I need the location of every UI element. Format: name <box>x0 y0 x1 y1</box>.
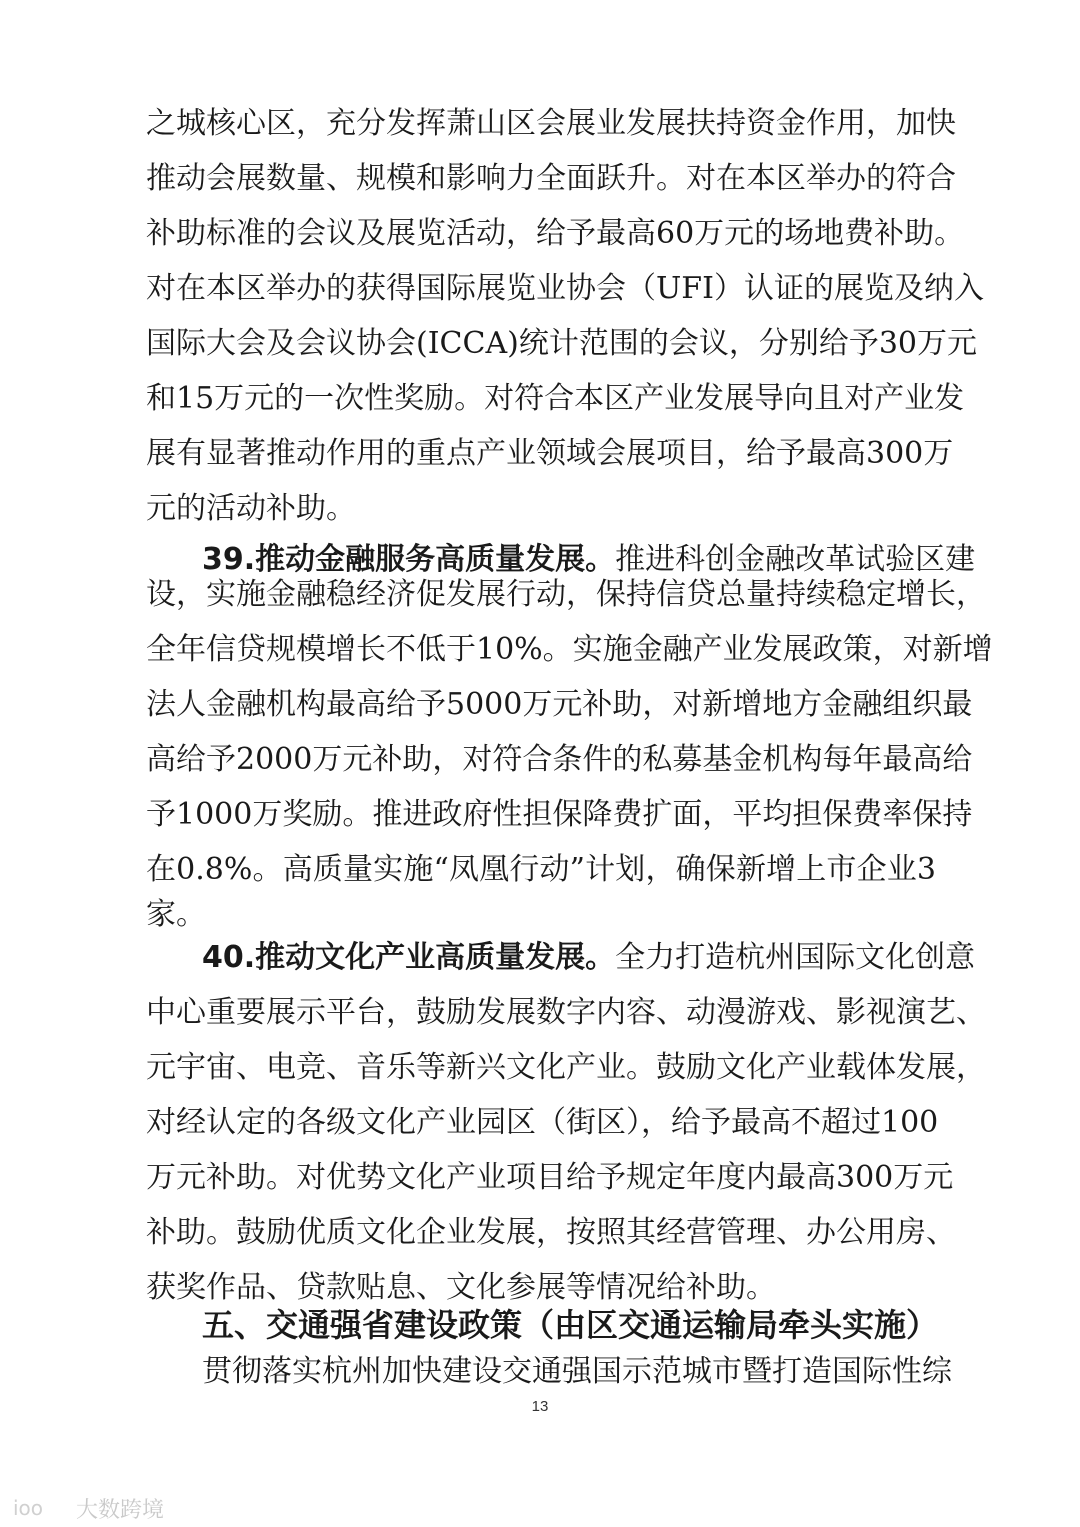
text-line: 推动会展数量、规模和影响力全面跃升。对在本区举办的符合 <box>146 161 956 196</box>
text-line: 补助标准的会议及展览活动，给予最高60万元的场地费补助。 <box>146 216 965 251</box>
item-39-text: 推进科创金融改革试验区建 <box>615 542 976 577</box>
text-line: 对在本区举办的获得国际展览业协会（UFI）认证的展览及纳入 <box>146 271 984 306</box>
text-line: 元的活动补助。 <box>146 491 356 526</box>
section-5-heading: 五、交通强省建设政策（由区交通运输局牵头实施） <box>202 1306 939 1344</box>
text-line: 全年信贷规模增长不低于10%。实施金融产业发展政策，对新增 <box>146 632 993 667</box>
watermark-logo-icon <box>12 1494 70 1522</box>
page-number: 13 <box>531 1398 549 1415</box>
text-line: 予1000万奖励。推进政府性担保降费扩面，平均担保费率保持 <box>146 797 973 832</box>
text-line: 中心重要展示平台，鼓励发展数字内容、动漫游戏、影视演艺、 <box>146 995 986 1030</box>
text-line: 对经认定的各级文化产业园区（街区），给予最高不超过100 <box>146 1105 939 1140</box>
item-40-text: 全力打造杭州国际文化创意 <box>615 940 976 975</box>
text-line: 和15万元的一次性奖励。对符合本区产业发展导向且对产业发 <box>146 381 965 416</box>
text-line: 高给予2000万元补助，对符合条件的私募基金机构每年最高给 <box>146 742 973 777</box>
text-line: 展有显著推动作用的重点产业领域会展项目，给予最高300万 <box>146 436 954 471</box>
text-line: 家。 <box>146 897 206 932</box>
text-line: 国际大会及会议协会(ICCA)统计范围的会议，分别给予30万元 <box>146 326 978 361</box>
text-line: 设，实施金融稳经济促发展行动，保持信贷总量持续稳定增长， <box>146 577 986 612</box>
text-line: 法人金融机构最高给予5000万元补助，对新增地方金融组织最 <box>146 687 973 722</box>
item-40-title: 40.推动文化产业高质量发展。 <box>202 940 616 975</box>
item-39-first-line <box>202 540 976 580</box>
section-5-first-line: 贯彻落实杭州加快建设交通强国示范城市暨打造国际性综 <box>202 1354 952 1389</box>
text-line: 万元补助。对优势文化产业项目给予规定年度内最高300万元 <box>146 1160 954 1195</box>
text-line: 在0.8%。高质量实施“凤凰行动”计划，确保新增上市企业3 <box>146 852 936 887</box>
text-line: 之城核心区，充分发挥萧山区会展业发展扶持资金作用，加快 <box>146 106 956 141</box>
watermark-text: 大数跨境 <box>76 1497 165 1523</box>
text-line: 补助。鼓励优质文化企业发展，按照其经营管理、办公用房、 <box>146 1215 956 1250</box>
watermark-logo-letters: ioo <box>13 1496 44 1520</box>
item-40-first-line <box>202 938 976 978</box>
watermark <box>12 1494 164 1522</box>
text-line: 元宇宙、电竞、音乐等新兴文化产业。鼓励文化产业载体发展， <box>146 1050 986 1085</box>
text-line: 获奖作品、贷款贴息、文化参展等情况给补助。 <box>146 1270 776 1305</box>
item-39-title: 39.推动金融服务高质量发展。 <box>202 542 616 577</box>
